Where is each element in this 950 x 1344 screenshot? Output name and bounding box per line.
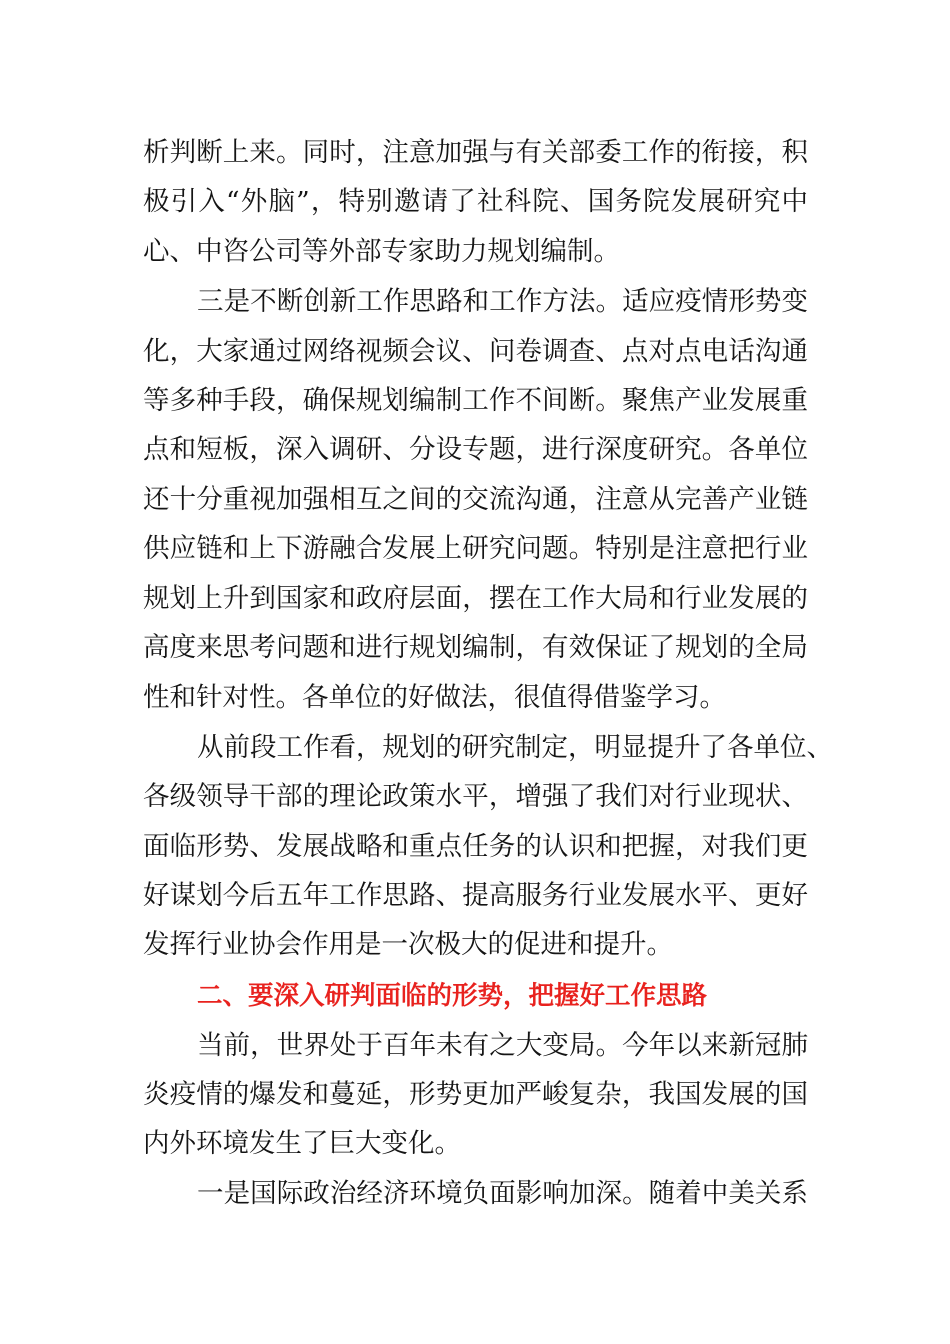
body-text-line: 点和短板，深入调研、分设专题，进行深度研究。各单位 — [143, 434, 808, 465]
body-text-line: 炎疫情的爆发和蔓延，形势更加严峻复杂，我国发展的国 — [143, 1079, 808, 1110]
body-text-line: 规划上升到国家和政府层面，摆在工作大局和行业发展的 — [143, 583, 808, 614]
body-text-line: 发挥行业协会作用是一次极大的促进和提升。 — [143, 929, 673, 960]
body-text-line: 等多种手段，确保规划编制工作不间断。聚焦产业发展重 — [143, 385, 808, 416]
body-text-line: 好谋划今后五年工作思路、提高服务行业发展水平、更好 — [143, 880, 808, 911]
body-text-line: 性和针对性。各单位的好做法，很值得借鉴学习。 — [143, 682, 726, 713]
paragraph-first-line: 一是国际政治经济环境负面影响加深。随着中美关系 — [197, 1178, 808, 1209]
body-text-line: 供应链和上下游融合发展上研究问题。特别是注意把行业 — [143, 533, 808, 564]
body-text-line: 化，大家通过网络视频会议、问卷调查、点对点电话沟通 — [143, 336, 808, 367]
paragraph-first-line: 从前段工作看，规划的研究制定，明显提升了各单位、 — [197, 732, 833, 763]
section-heading: 二、要深入研判面临的形势，把握好工作思路 — [197, 981, 708, 1011]
body-text-line: 内外环境发生了巨大变化。 — [143, 1128, 461, 1159]
paragraph-first-line: 当前，世界处于百年未有之大变局。今年以来新冠肺 — [197, 1030, 808, 1061]
body-text-line: 面临形势、发展战略和重点任务的认识和把握，对我们更 — [143, 831, 808, 862]
body-text-line: 还十分重视加强相互之间的交流沟通，注意从完善产业链 — [143, 484, 808, 515]
body-text-line: 极引入“外脑”，特别邀请了社科院、国务院发展研究中 — [143, 186, 808, 217]
body-text-line: 心、中咨公司等外部专家助力规划编制。 — [143, 236, 620, 267]
body-text-line: 析判断上来。同时，注意加强与有关部委工作的衔接，积 — [143, 137, 808, 168]
body-text-line: 各级领导干部的理论政策水平，增强了我们对行业现状、 — [143, 781, 808, 812]
paragraph-first-line: 三是不断创新工作思路和工作方法。适应疫情形势变 — [197, 286, 808, 317]
body-text-line: 高度来思考问题和进行规划编制，有效保证了规划的全局 — [143, 632, 808, 663]
